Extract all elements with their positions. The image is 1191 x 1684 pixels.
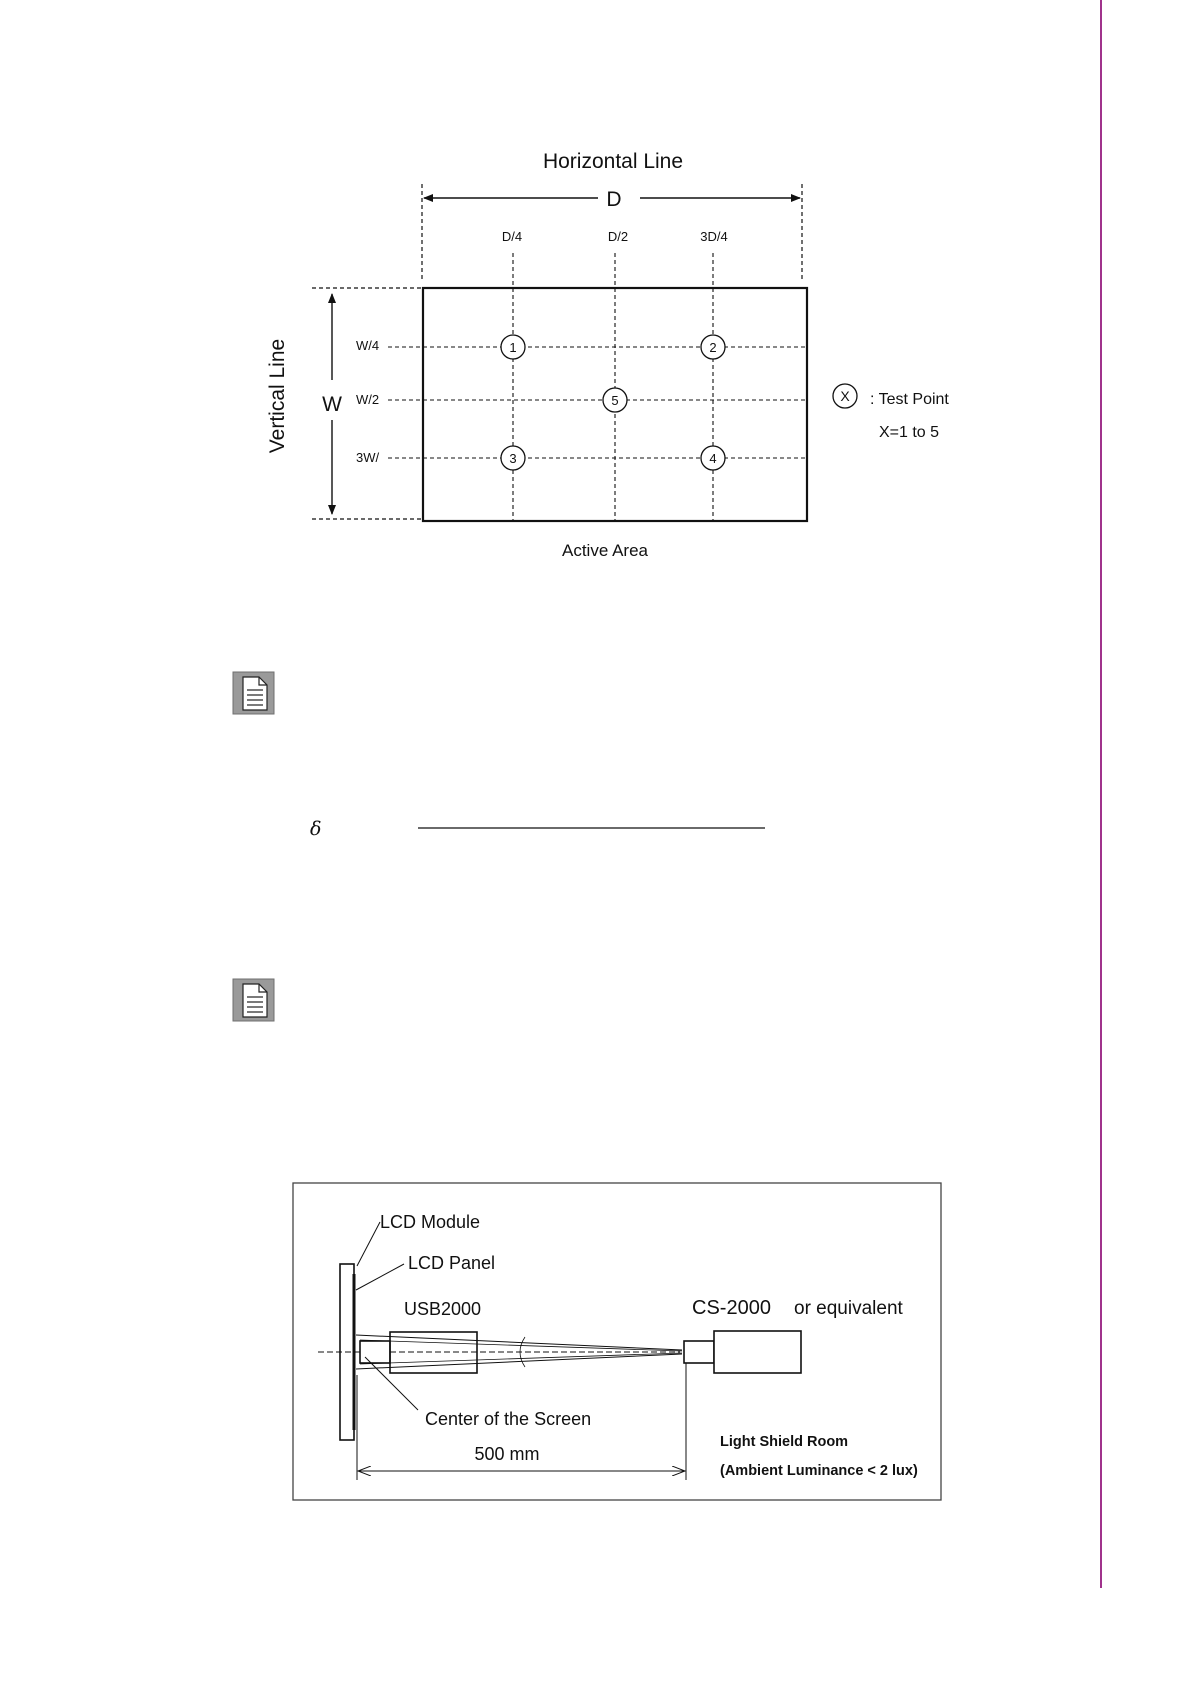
test-point-4: [701, 446, 725, 470]
mark-w-three-quarter: 3W/: [356, 450, 380, 465]
test-point-2: [701, 335, 725, 359]
legend-label: : Test Point: [870, 391, 949, 408]
test-point-1: [501, 335, 525, 359]
cs2000-body: [714, 1331, 801, 1373]
mark-d-three-quarter: 3D/4: [700, 229, 728, 244]
test-point-label: 2: [709, 340, 717, 355]
mark-w-quarter: W/4: [356, 338, 380, 353]
ambient-luminance-label: (Ambient Luminance < 2 lux): [720, 1463, 918, 1479]
d-symbol: D: [606, 188, 622, 211]
vertical-line-title: Vertical Line: [266, 338, 289, 454]
w-symbol: W: [322, 393, 342, 416]
note-icon-2: [233, 979, 274, 1021]
distance-label: 500 mm: [474, 1444, 540, 1464]
note-icon-1: [233, 672, 274, 714]
lcd-panel-label: LCD Panel: [408, 1253, 496, 1273]
test-point-diagram: [266, 150, 949, 560]
formula-delta-symbol: δ: [310, 818, 322, 840]
test-point-label: 3: [509, 451, 517, 466]
horizontal-line-title: Horizontal Line: [542, 150, 684, 173]
test-point-5: [603, 388, 627, 412]
test-point-3: [501, 446, 525, 470]
mark-w-half: W/2: [356, 392, 380, 407]
center-of-screen-label: Center of the Screen: [425, 1409, 592, 1429]
cs2000-label: CS-2000: [692, 1297, 771, 1319]
usb2000-label: USB2000: [404, 1299, 482, 1319]
test-point-label: 5: [611, 393, 619, 408]
legend-range: X=1 to 5: [879, 424, 940, 441]
mark-d-half: D/2: [607, 229, 629, 244]
usb2000-probe: [360, 1341, 390, 1363]
mark-d-quarter: D/4: [501, 229, 523, 244]
test-point-label: 4: [709, 451, 717, 466]
cs2000-lens: [684, 1341, 714, 1363]
or-equivalent-label: or equivalent: [794, 1298, 903, 1319]
lcd-module-label: LCD Module: [380, 1212, 481, 1232]
legend-symbol: X: [840, 388, 850, 404]
test-point-label: 1: [509, 340, 517, 355]
test-point-legend: [833, 384, 949, 441]
light-shield-room-label: Light Shield Room: [720, 1434, 849, 1450]
measurement-setup-diagram: [293, 1183, 941, 1500]
active-area-label: Active Area: [562, 541, 648, 560]
